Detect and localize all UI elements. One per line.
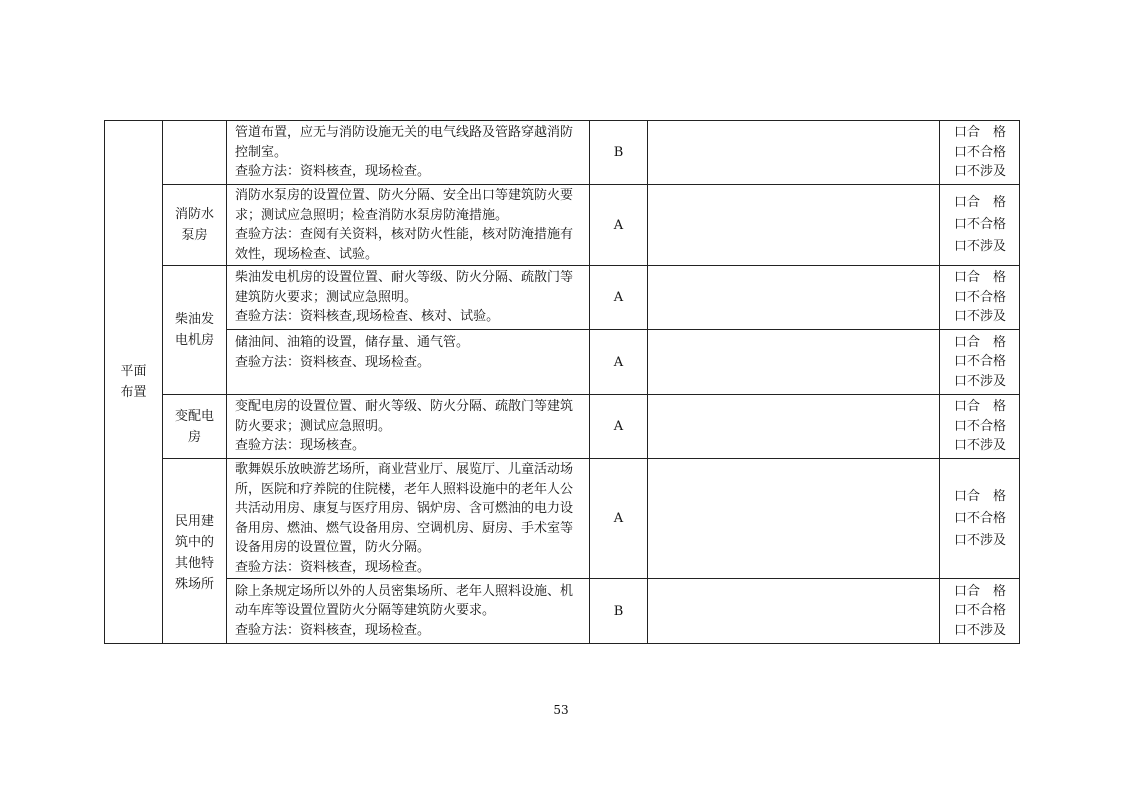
table-row	[105, 579, 1020, 644]
grade-cell: A	[590, 266, 648, 330]
option-fail[interactable]: 口不合格	[954, 603, 1007, 619]
sub-item-label: 变配电房	[174, 408, 214, 445]
grade-cell: A	[590, 330, 648, 395]
option-fail[interactable]: 口不合格	[954, 354, 1007, 370]
method-text: 查验方法：资料核查,现场检查、核对、试验。	[235, 309, 500, 325]
method-text: 查验方法：现场核查。	[235, 438, 366, 454]
sub-item-cell	[163, 459, 227, 644]
option-fail[interactable]: 口不合格	[954, 217, 1007, 232]
requirement-text: 歌舞娱乐放映游艺场所，商业营业厅、展览厅、儿童活动场所，医院和疗养院的住院楼，老年人照料设施中的老年人公共活动用房、康复与医疗用房、锅炉房、含可燃油的电力设备用房、燃油、燃气设备用房、空调机房、厨房、手术室等设备用房的设置位置，防火分隔。	[235, 462, 574, 555]
result-cell	[940, 330, 1020, 395]
requirement-cell	[227, 330, 590, 395]
table-row	[105, 266, 1020, 330]
result-cell	[940, 395, 1020, 459]
remarks-cell	[648, 185, 940, 266]
requirement-cell	[227, 121, 590, 185]
option-na[interactable]: 口不涉及	[954, 373, 1007, 389]
result-cell	[940, 266, 1020, 330]
option-pass[interactable]: 口合 格	[954, 488, 1007, 504]
requirement-cell	[227, 185, 590, 266]
result-cell	[940, 459, 1020, 579]
category-label: 平面布置	[120, 364, 147, 400]
remarks-cell	[648, 395, 940, 459]
result-cell	[940, 185, 1020, 266]
table-row	[105, 395, 1020, 459]
requirement-text: 储油间、油箱的设置，储存量、通气管。	[235, 335, 470, 350]
option-na[interactable]: 口不涉及	[954, 532, 1007, 548]
option-pass[interactable]: 口合 格	[954, 334, 1007, 350]
option-fail[interactable]: 口不合格	[954, 418, 1007, 434]
remarks-cell	[648, 459, 940, 579]
remarks-cell	[648, 121, 940, 185]
requirement-text: 柴油发电机房的设置位置、耐火等级、防火分隔、疏散门等建筑防火要求；测试应急照明。	[235, 270, 574, 305]
result-cell	[940, 579, 1020, 644]
remarks-cell	[648, 266, 940, 330]
inspection-table	[104, 120, 1020, 644]
requirement-cell	[227, 459, 590, 579]
sub-item-label: 消防水泵房	[174, 207, 214, 243]
option-fail[interactable]: 口不合格	[954, 510, 1007, 526]
option-pass[interactable]: 口合 格	[954, 195, 1007, 210]
requirement-text: 除上条规定场所以外的人员密集场所、老年人照料设施、机动车库等设置位置防火分隔等建筑防火要求。	[235, 583, 574, 619]
result-cell	[940, 121, 1020, 185]
option-fail[interactable]: 口不合格	[954, 144, 1007, 160]
method-text: 查验方法：资料核查，现场检查。	[235, 622, 431, 638]
option-na[interactable]: 口不涉及	[954, 239, 1007, 254]
option-na[interactable]: 口不涉及	[954, 622, 1007, 638]
remarks-cell	[648, 579, 940, 644]
requirement-text: 消防水泵房的设置位置、防火分隔、安全出口等建筑防火要求；测试应急照明；检查消防水泵房防淹措施。	[235, 188, 574, 223]
requirement-text: 管道布置，应无与消防设施无关的电气线路及管路穿越消防控制室。	[235, 125, 574, 160]
sub-item-cell	[163, 185, 227, 266]
sub-item-cell	[163, 266, 227, 395]
page-number: 53	[553, 703, 569, 717]
grade-cell: A	[590, 459, 648, 579]
grade-cell: A	[590, 395, 648, 459]
option-pass[interactable]: 口合 格	[954, 125, 1007, 141]
method-text: 查验方法：资料核查、现场检查。	[235, 354, 431, 370]
grade-cell: A	[590, 185, 648, 266]
option-pass[interactable]: 口合 格	[954, 270, 1007, 286]
option-na[interactable]: 口不涉及	[954, 164, 1007, 180]
option-fail[interactable]: 口不合格	[954, 289, 1007, 305]
option-pass[interactable]: 口合 格	[954, 399, 1007, 415]
sub-item-cell	[163, 121, 227, 185]
sub-item-label: 柴油发电机房	[174, 312, 214, 348]
table-row	[105, 459, 1020, 579]
option-pass[interactable]: 口合 格	[954, 583, 1007, 599]
requirement-text: 变配电房的设置位置、耐火等级、防火分隔、疏散门等建筑防火要求；测试应急照明。	[235, 399, 574, 434]
grade-cell: B	[590, 121, 648, 185]
sub-item-label: 民用建筑中的其他特殊场所	[174, 514, 214, 592]
option-na[interactable]: 口不涉及	[954, 438, 1007, 454]
table-row	[105, 185, 1020, 266]
category-cell	[105, 121, 163, 644]
grade-cell: B	[590, 579, 648, 644]
sub-item-cell	[163, 395, 227, 459]
method-text: 查验方法：资料核查，现场检查。	[235, 559, 431, 575]
method-text: 查验方法：查阅有关资料，核对防火性能，核对防淹措施有效性，现场检查、试验。	[235, 227, 574, 262]
requirement-cell	[227, 395, 590, 459]
table-row	[105, 330, 1020, 395]
requirement-cell	[227, 266, 590, 330]
table-row	[105, 121, 1020, 185]
option-na[interactable]: 口不涉及	[954, 309, 1007, 325]
remarks-cell	[648, 330, 940, 395]
method-text: 查验方法：资料核查，现场检查。	[235, 164, 431, 180]
requirement-cell	[227, 579, 590, 644]
